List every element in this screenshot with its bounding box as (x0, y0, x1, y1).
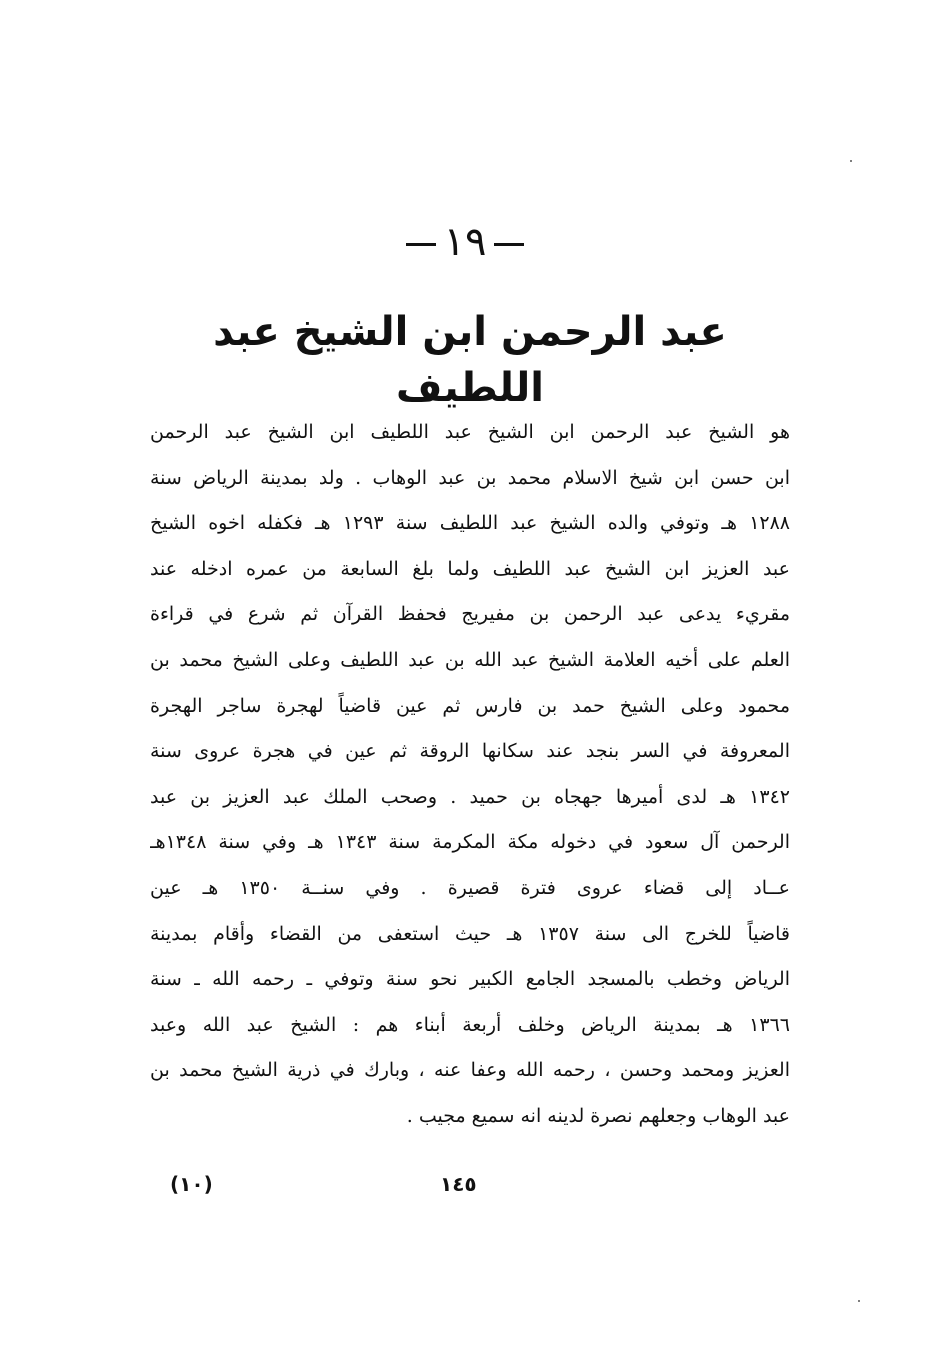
body-line: قاضياً للخرج الى سنة ١٣٥٧ هـ حيث استعفى من القضاء وأقام بمدينة (150, 922, 790, 945)
scan-speck (858, 1300, 860, 1302)
body-line: العزيز ومحمد وحسن ، رحمه الله وعفا عنه ، وبارك في ذرية الشيخ محمد بن (150, 1059, 790, 1082)
body-line: الرحمن آل سعود في دخوله مكة المكرمة سنة ١٣٤٣ هـ وفي سنة ١٣٤٨هـ (150, 831, 790, 854)
signature-mark: (١٠) (170, 1172, 213, 1196)
body-line: عبد العزيز ابن الشيخ عبد اللطيف ولما بلغ السابعة من عمره ادخله عند (150, 557, 790, 580)
body-line: مقريء يدعى عبد الرحمن بن مفيريج فحفظ القرآن ثم شرع في قراءة (150, 603, 790, 626)
body-line: ١٣٦٦ هـ بمدينة الرياض وخلف أربعة أبناء هم : الشيخ عبد الله وعبد (150, 1013, 790, 1036)
section-number-dash-left (406, 243, 436, 246)
body-line: ابن حسن ابن شيخ الاسلام محمد بن عبد الوهاب . ولد بمدينة الرياض سنة (150, 466, 790, 489)
section-number (0, 214, 930, 270)
body-line: ١٢٨٨ هـ وتوفي والده الشيخ عبد اللطيف سنة ١٢٩٣ هـ فكفله اخوه الشيخ (150, 512, 790, 535)
scan-speck (850, 160, 852, 162)
page-number: ١٤٥ (440, 1172, 477, 1196)
body-line: هو الشيخ عبد الرحمن ابن الشيخ عبد اللطيف ابن الشيخ عبد الرحمن (150, 421, 790, 443)
section-number-text: ١٩ (443, 219, 487, 265)
body-line: عبد الوهاب وجعلهم نصرة لدينه انه سميع مجيب . (406, 1104, 790, 1127)
body-line: الرياض وخطب بالمسجد الجامع الكبير نحو سنة وتوفي ـ رحمه الله ـ سنة (150, 968, 790, 991)
body-line: محمود وعلى الشيخ حمد بن فارس ثم عين قاضياً لهجرة ساجر الهجرة (150, 694, 790, 717)
body-text (150, 410, 790, 1140)
page-footer (0, 1172, 930, 1206)
page-title: عبد الرحمن ابن الشيخ عبد اللطيف (213, 309, 727, 411)
body-line: عــاد إلى قضاء عروى فترة قصيرة . وفي سنــة ١٣٥٠ هـ عين (150, 876, 790, 899)
body-line: العلم على أخيه العلامة الشيخ عبد الله بن عبد اللطيف وعلى الشيخ محمد بن (150, 648, 790, 671)
body-line: المعروفة في السر بنجد عند سكانها الروقة ثم عين في هجرة عروى سنة (150, 740, 790, 763)
section-number-dash-right (494, 243, 524, 246)
body-line: ١٣٤٢ هـ لدى أميرها جهجاه بن حميد . وصحب الملك عبد العزيز بن عبد (150, 785, 790, 808)
